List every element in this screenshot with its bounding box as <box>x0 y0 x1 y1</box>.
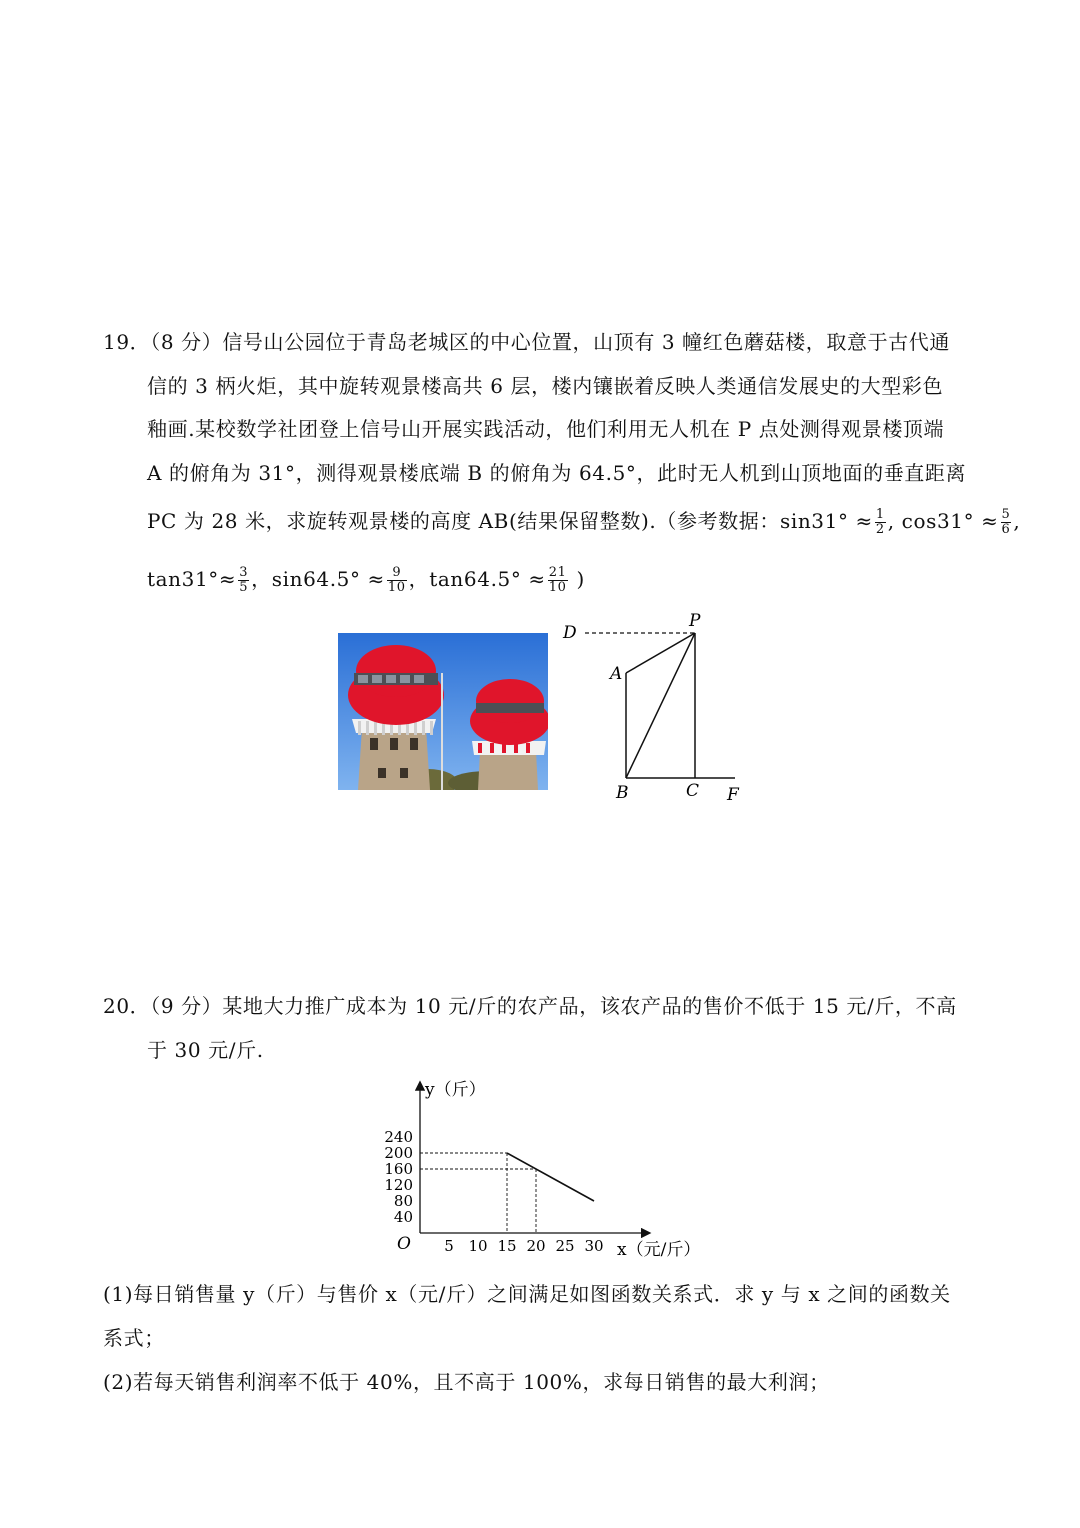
x-tick-label: 5 <box>444 1237 454 1255</box>
sin31-label: sin31° ≈ <box>779 509 873 533</box>
sin31-fraction: $\frac{1}{2}$ <box>875 507 885 537</box>
x-tick-label: 10 <box>468 1237 488 1255</box>
q19-line-1: 19．（8 分）信号山公园位于青岛老城区的中心位置，山顶有 3 幢红色蘑菇楼，取意于古代通 <box>103 330 950 354</box>
chart-x-axis-label: x（元/斤） <box>617 1240 701 1260</box>
q19-line-2: 信的 3 柄火炬，其中旋转观景楼高共 6 层，楼内镶嵌着反映人类通信发展史的大型彩色 <box>147 374 944 398</box>
q20-line-1: 20．（9 分）某地大力推广成本为 10 元/斤的农产品，该农产品的售价不低于 15 元/斤，不高 <box>103 994 957 1018</box>
chart-y-axis-label: y（斤） <box>425 1080 486 1100</box>
q20-part1-line-2: 系式； <box>103 1326 165 1350</box>
y-tick-label: 200 <box>384 1144 413 1162</box>
segment-ap <box>626 633 695 673</box>
q20-part1-line-1: (1)每日销售量 y（斤）与售价 x（元/斤）之间满足如图函数关系式．求 y 与 x 之间的函数关 <box>103 1282 951 1306</box>
label-d: D <box>563 623 577 643</box>
sin645-label: ，sin64.5° ≈ <box>251 567 385 591</box>
label-p: P <box>689 611 701 631</box>
segment-bp <box>626 633 695 778</box>
q20-part2: (2)若每天销售利润率不低于 40%，且不高于 100%，求每日销售的最大利润； <box>103 1370 830 1394</box>
q19-line-4: A 的俯角为 31°，测得观景楼底端 B 的俯角为 64.5°，此时无人机到山顶地面的垂直距离 <box>147 461 967 485</box>
cos31-fraction: $\frac{5}{6}$ <box>1001 507 1011 537</box>
y-tick-label: 240 <box>384 1128 413 1146</box>
tan31-label: tan31°≈ <box>147 567 237 591</box>
sales-line-chart <box>375 1075 705 1265</box>
tan645-fraction: $\frac{21}{10}$ <box>548 565 567 595</box>
q19-line-3: 釉画.某校数学社团登上信号山开展实践活动，他们利用无人机在 P 点处测得观景楼顶端 <box>147 417 945 441</box>
chart-origin-label: O <box>397 1234 411 1254</box>
tan31-fraction: $\frac{3}{5}$ <box>239 565 249 595</box>
y-tick-label: 80 <box>393 1192 413 1210</box>
x-tick-label: 25 <box>555 1237 575 1255</box>
sin645-fraction: $\frac{9}{10}$ <box>387 565 406 595</box>
x-tick-label: 20 <box>526 1237 546 1255</box>
label-f: F <box>727 785 739 805</box>
q19-line-5-text: PC 为 28 米，求旋转观景楼的高度 AB(结果保留整数).（参考数据： <box>147 509 780 533</box>
cos31-label: , cos31° ≈ <box>887 509 999 533</box>
label-a: A <box>610 664 623 684</box>
q19-line-6: tan31°≈ $\frac{3}{5}$ ，sin64.5° ≈ $\frac{9}{10}$ ，tan64.5° ≈ $\frac{21}{10}$ ) <box>147 565 585 595</box>
mushroom-tower-photo <box>338 633 548 790</box>
geometry-diagram <box>555 610 750 810</box>
tan645-label: ，tan64.5° ≈ <box>408 567 546 591</box>
y-tick-label: 40 <box>393 1208 413 1226</box>
x-tick-label: 30 <box>584 1237 604 1255</box>
x-tick-label: 15 <box>497 1237 517 1255</box>
series-line-y <box>507 1153 594 1201</box>
q20-line-2: 于 30 元/斤. <box>147 1038 264 1062</box>
label-c: C <box>686 781 700 801</box>
y-tick-label: 120 <box>384 1176 413 1194</box>
label-b: B <box>616 783 629 803</box>
q19-line-5: PC 为 28 米，求旋转观景楼的高度 AB(结果保留整数).（参考数据：sin31° ≈ $\frac{1}{2}$ , cos31° ≈ $\frac{5}{6}$ , <box>147 507 1021 537</box>
y-tick-label: 160 <box>384 1160 413 1178</box>
